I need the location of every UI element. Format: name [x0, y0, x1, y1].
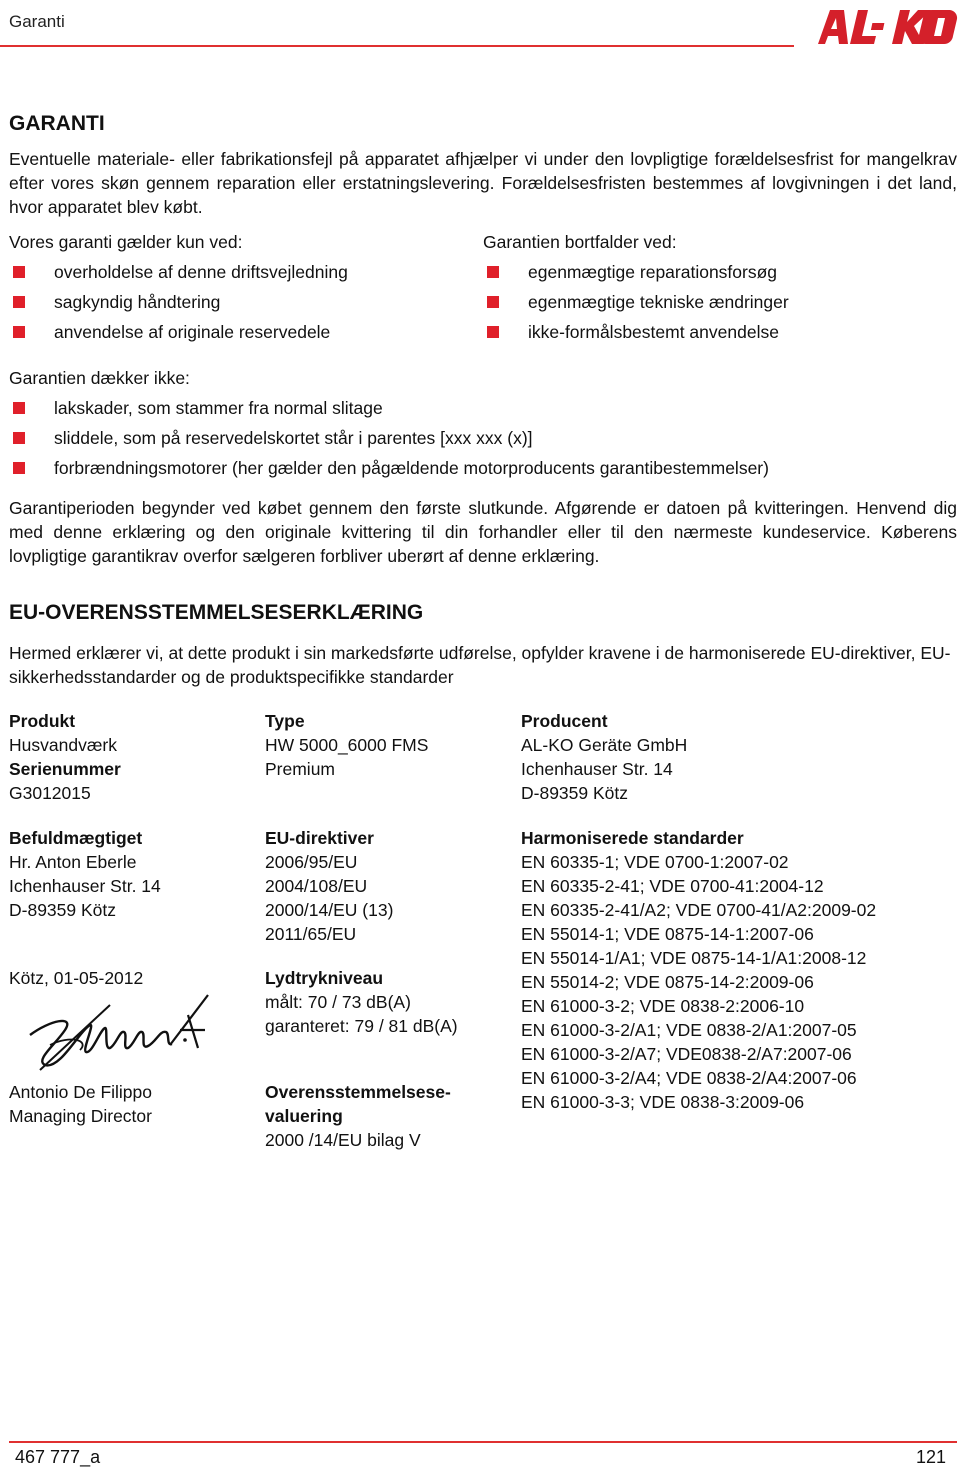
standard-item: EN 55014-2; VDE 0875-14-2:2009-06 — [521, 972, 814, 992]
standard-item: EN 61000-3-2; VDE 0838-2:2006-10 — [521, 996, 805, 1016]
lyd-measured: målt: 70 / 73 dB(A) — [265, 992, 411, 1012]
direktiv-item: 2006/95/EU — [265, 852, 358, 872]
befuld-line: Hr. Anton Eberle — [9, 852, 137, 872]
page-number: 121 — [915, 1447, 946, 1467]
overens-block — [265, 1080, 451, 1152]
bullet-icon — [13, 326, 25, 338]
garanti-title: GARANTI — [9, 112, 105, 135]
standard-item: EN 61000-3-2/A4; VDE 0838-2/A4:2007-06 — [521, 1068, 857, 1088]
producent-block — [521, 709, 687, 805]
serie-value: G3012015 — [9, 783, 91, 803]
overens-value: 2000 /14/EU bilag V — [265, 1130, 421, 1150]
standard-item: EN 55014-1; VDE 0875-14-1:2007-06 — [521, 924, 814, 944]
harm-label: Harmoniserede standarder — [521, 828, 744, 848]
standard-item: EN 61000-3-3; VDE 0838-3:2009-06 — [521, 1092, 805, 1112]
bullet-icon — [13, 296, 25, 308]
producent-line: AL-KO Geräte GmbH — [521, 735, 688, 755]
alko-logo — [808, 6, 958, 46]
direktiver-label: EU-direktiver — [265, 828, 374, 848]
produkt-label: Produkt — [9, 711, 76, 731]
standard-item: EN 61000-3-2/A7; VDE0838-2/A7:2007-06 — [521, 1044, 852, 1064]
produkt-value: Husvandværk — [9, 735, 117, 755]
producent-label: Producent — [521, 711, 608, 731]
direktiv-item: 2004/108/EU — [265, 876, 368, 896]
bullet-icon — [487, 296, 499, 308]
direktiv-item: 2011/65/EU — [265, 924, 357, 944]
harm-block — [521, 826, 876, 1114]
standard-item: EN 60335-2-41; VDE 0700-41:2004-12 — [521, 876, 824, 896]
header-title: Garanti — [9, 12, 65, 31]
lyd-label: Lydtrykniveau — [265, 968, 384, 988]
void-heading: Garantien bortfalder ved: — [483, 232, 677, 252]
serie-label: Serienummer — [9, 759, 121, 779]
direktiv-item: 2000/14/EU (13) — [265, 900, 394, 920]
produkt-block — [9, 709, 121, 805]
overens-label-cont: valuering — [265, 1106, 343, 1126]
befuld-line: Ichenhauser Str. 14 — [9, 876, 161, 896]
standard-item: EN 61000-3-2/A1; VDE 0838-2/A1:2007-05 — [521, 1020, 857, 1040]
header-divider — [0, 45, 794, 47]
signature-image — [20, 990, 220, 1080]
footer-divider — [9, 1441, 957, 1443]
eu-title: EU-OVERENSSTEMMELSESERKLÆRING — [9, 601, 424, 624]
bullet-icon — [487, 266, 499, 278]
bullet-icon — [13, 462, 25, 474]
garanti-closing: Garantiperioden begynder ved købet gennem den første slutkunde. Afgørende er datoen på kvitteringen. Henvend dig med denne erklæring og den originale kvittering til din forhandler eller til den nærmeste kundeservice. Køberens lovpligtige garantikrav overfor sælgeren forbliver uberørt af denne erklæring. — [9, 498, 957, 566]
lyd-block — [265, 966, 458, 1038]
eu-intro: Hermed erklærer vi, at dette produkt i sin markedsførte udførelse, opfylder kravene i de harmoniserede EU-direktiver, EU-sikkerhedsstandarder og de produktspecifikke standarder — [9, 643, 951, 687]
type-variant: Premium — [265, 759, 336, 779]
signer-title: Managing Director — [9, 1106, 152, 1126]
place-date: Kötz, 01-05-2012 — [9, 968, 144, 988]
standard-item: EN 55014-1/A1; VDE 0875-14-1/A1:2008-12 — [521, 948, 867, 968]
producent-line: Ichenhauser Str. 14 — [521, 759, 673, 779]
valid-heading: Vores garanti gælder kun ved: — [9, 232, 243, 252]
standard-item: EN 60335-1; VDE 0700-1:2007-02 — [521, 852, 789, 872]
direktiver-block — [265, 826, 393, 946]
standard-item: EN 60335-2-41/A2; VDE 0700-41/A2:2009-02 — [521, 900, 877, 920]
befuld-label: Befuldmægtiget — [9, 828, 143, 848]
signer-name: Antonio De Filippo — [9, 1082, 152, 1102]
doc-number: 467 777_a — [15, 1447, 101, 1467]
bullet-icon — [487, 326, 499, 338]
bullet-icon — [13, 432, 25, 444]
overens-label: Overensstemmelsese- — [265, 1082, 451, 1102]
producent-line: D-89359 Kötz — [521, 783, 629, 803]
type-block — [265, 709, 428, 781]
lyd-guaranteed: garanteret: 79 / 81 dB(A) — [265, 1016, 458, 1036]
garanti-intro: Eventuelle materiale- eller fabrikationsfejl på apparatet afhjælper vi under den lovpligtige forældelsesfrist for mangelkrav efter vores skøn gennem reparation eller erstatningslevering. Forældelsesfristen bestemmes af lovgivningen i det land, hvor apparatet blev købt. — [9, 149, 957, 217]
signer-block — [9, 1080, 152, 1128]
bullet-icon — [13, 402, 25, 414]
bullet-icon — [13, 266, 25, 278]
befuld-block — [9, 826, 161, 922]
exclusions-heading: Garantien dækker ikke: — [9, 368, 190, 388]
type-label: Type — [265, 711, 305, 731]
befuld-line: D-89359 Kötz — [9, 900, 117, 920]
type-value: HW 5000_6000 FMS — [265, 735, 429, 755]
